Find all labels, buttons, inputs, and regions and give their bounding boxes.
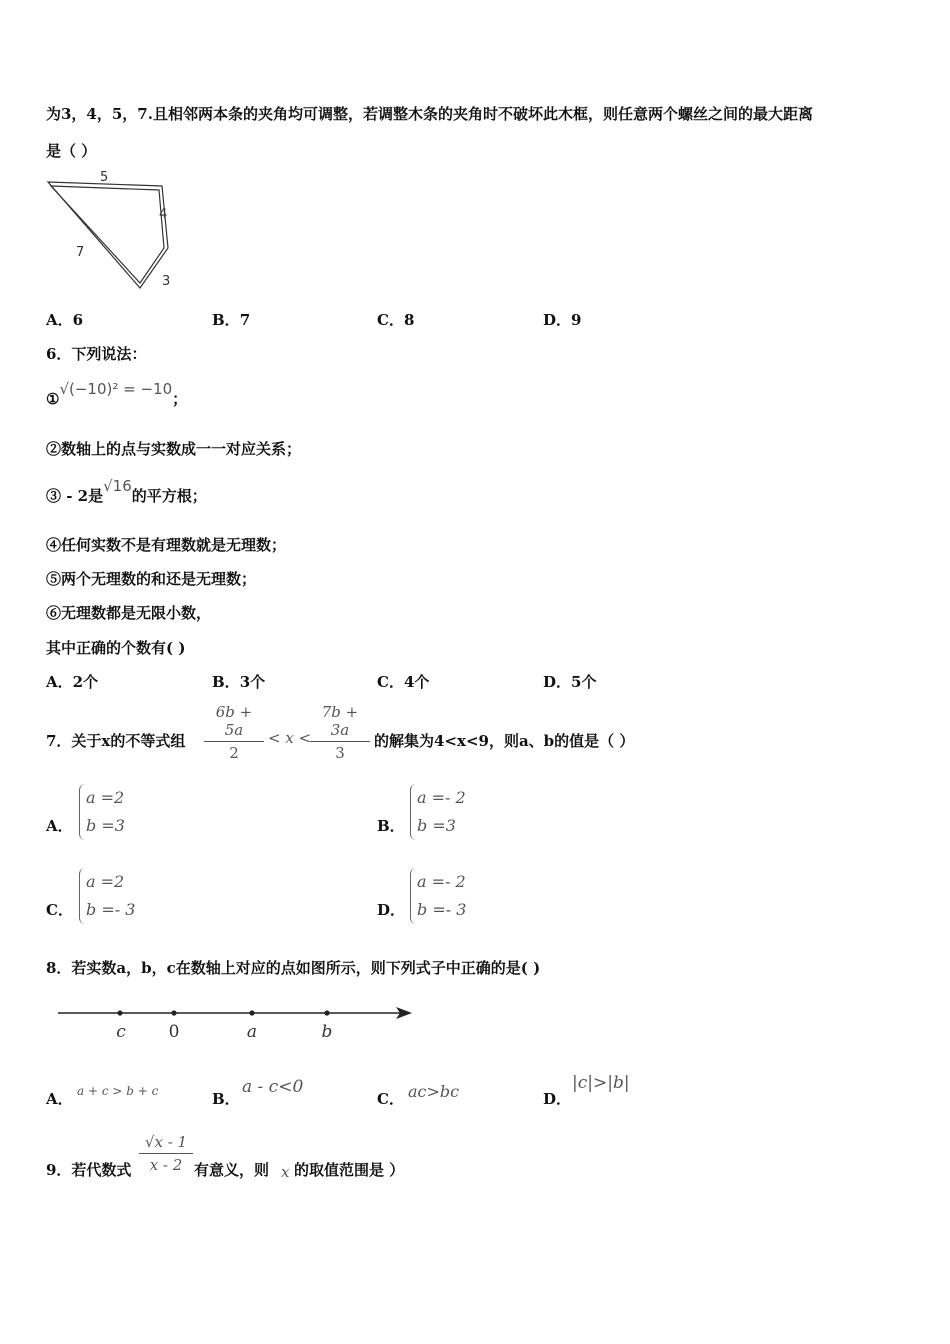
q7-option-d-system: a =- 2 b =- 3 (410, 868, 466, 924)
q8-option-c-expr: ac>bc (408, 1082, 460, 1101)
q8-option-a[interactable]: A． (46, 1090, 73, 1108)
q8-option-d[interactable]: D． (543, 1090, 572, 1108)
q8-option-a-expr: a + c > b + c (77, 1084, 159, 1098)
q8-stem: 8．若实数a，b，c在数轴上对应的点如图所示，则下列式子中正确的是( ) (46, 959, 541, 977)
q7-stem-post: 的解集为4<x<9，则a、b的值是（ ） (374, 732, 635, 750)
q6-stem: 6．下列说法： (46, 345, 147, 363)
q5-label-right: 4 (159, 207, 168, 222)
q6-option-b[interactable]: B．3个 (212, 673, 266, 691)
q8-label-c: c (116, 1022, 126, 1042)
q5-stem-line2: 是（ ） (46, 142, 97, 160)
q5-quadrilateral-figure (40, 166, 190, 296)
q6-s1-formula: √(−10)² = −10 (59, 380, 173, 398)
q6-option-a[interactable]: A．2个 (46, 673, 99, 691)
q5-label-left: 7 (76, 245, 85, 260)
q9-stem-post: 的取值范围是 ） (294, 1161, 405, 1179)
q8-label-a: a (246, 1022, 258, 1042)
q5-stem-line1: 为3，4，5，7.且相邻两本条的夹角均可调整，若调整木条的夹角时不破坏此木框，则任意两个螺丝之间的最大距离 (46, 105, 813, 123)
q9-stem-pre: 9．若代数式 (46, 1161, 132, 1179)
q6-s3-formula: √16 (103, 477, 132, 495)
q8-label-b: b (321, 1022, 333, 1042)
q5-option-a[interactable]: A．6 (46, 311, 84, 329)
q5-label-bottom: 3 (162, 274, 171, 289)
q6-ask: 其中正确的个数有( ) (46, 639, 186, 657)
q8-option-b-expr: a - c<0 (242, 1077, 304, 1097)
q7-fraction-2: 7b + 3a 3 (310, 703, 370, 762)
q6-option-d[interactable]: D．5个 (543, 673, 597, 691)
q8-option-c[interactable]: C． (377, 1090, 404, 1108)
q5-option-d[interactable]: D．9 (543, 311, 582, 329)
q9-variable-x: x (281, 1163, 290, 1181)
q7-option-b[interactable]: B． (377, 817, 405, 835)
q8-number-line (50, 995, 420, 1050)
q9-fraction: √x - 1 x - 2 (139, 1133, 193, 1174)
q7-option-c-system: a =2 b =- 3 (79, 868, 135, 924)
q6-statement-6: ⑥无理数都是无限小数， (46, 604, 212, 622)
q6-statement-1: ①√(−10)² = −10； (46, 380, 188, 408)
q7-option-a[interactable]: A． (46, 817, 73, 835)
q6-statement-2: ②数轴上的点与实数成一一对应关系； (46, 440, 302, 458)
q7-option-d[interactable]: D． (377, 901, 406, 919)
q7-fraction-1: 6b + 5a 2 (204, 703, 264, 762)
q5-option-b[interactable]: B．7 (212, 311, 251, 329)
q8-option-d-expr: |c|>|b| (572, 1073, 630, 1093)
q8-option-b[interactable]: B． (212, 1090, 240, 1108)
q5-option-c[interactable]: C．8 (377, 311, 415, 329)
q9-stem-mid: 有意义，则 (194, 1161, 270, 1179)
q7-option-c[interactable]: C． (46, 901, 73, 919)
q6-statement-3: ③ - 2是√16的平方根； (46, 477, 207, 505)
q7-option-b-system: a =- 2 b =3 (410, 784, 466, 840)
q7-stem-pre: 7．关于x的不等式组 (46, 732, 186, 750)
q6-statement-5: ⑤两个无理数的和还是无理数； (46, 570, 257, 588)
q8-label-zero: 0 (168, 1022, 180, 1042)
q5-label-top: 5 (100, 170, 109, 185)
q6-statement-4: ④任何实数不是有理数就是无理数； (46, 536, 287, 554)
q7-option-a-system: a =2 b =3 (79, 784, 125, 840)
q6-option-c[interactable]: C．4个 (377, 673, 430, 691)
q7-inequality-mid: < x < (268, 729, 312, 747)
